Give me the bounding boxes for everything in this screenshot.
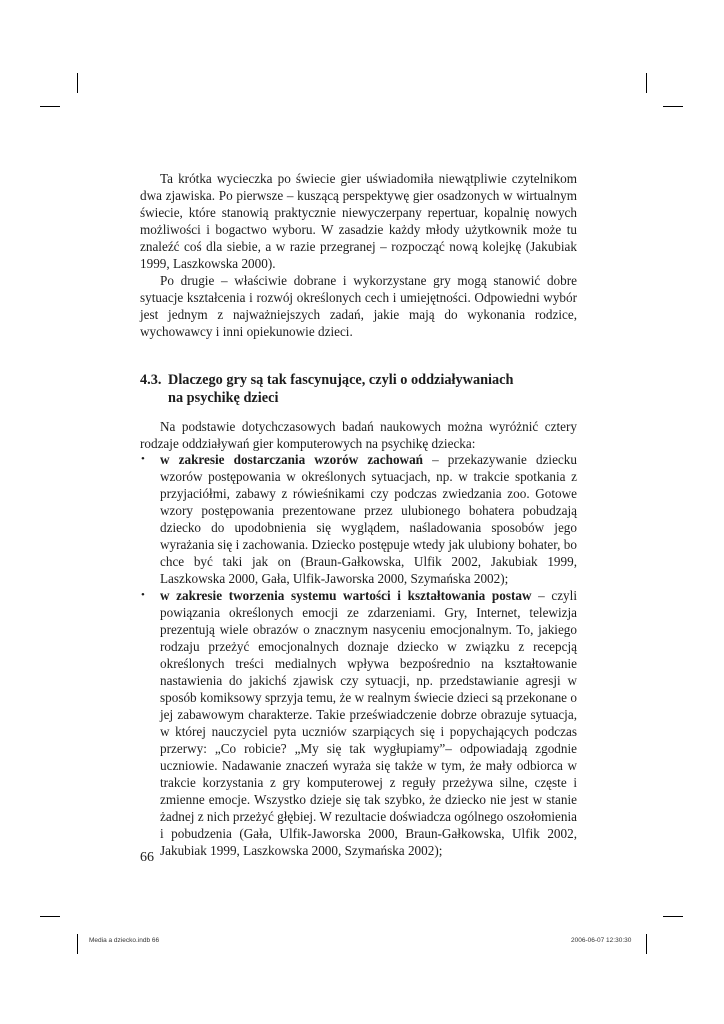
paragraph: Na podstawie dotychczasowych badań naukowych można wyróżnić cztery rodzaje oddziaływań gier komputerowych na psychikę dziecka: xyxy=(140,419,577,451)
footer-timestamp: 2006-06-07 12:30:30 xyxy=(571,937,632,944)
section-heading xyxy=(140,371,577,407)
list-item xyxy=(140,451,577,587)
crop-mark xyxy=(663,106,683,107)
crop-mark xyxy=(646,934,647,954)
crop-mark xyxy=(77,934,78,954)
bullet-list xyxy=(140,451,577,859)
section-number: 4.3. xyxy=(140,372,162,388)
footer-file-info: Media a dziecko.indb 66 xyxy=(89,937,160,944)
crop-mark xyxy=(77,73,78,93)
section-title-line1: Dlaczego gry są tak fascynujące, czyli o oddziaływaniach xyxy=(168,372,514,388)
body-text xyxy=(140,170,577,340)
paragraph: Po drugie – właściwie dobrane i wykorzystane gry mogą stanowić dobre sytuacje kształcenia i rozwój określonych cech i umiejętności. Odpowiedni wybór jest jednym z najważniejszych zadań, jakie mają do wykonania rodzice, wychowawcy i inni opiekunowie dzieci. xyxy=(140,273,577,339)
crop-mark xyxy=(646,73,647,93)
bullet-heading: w zakresie tworzenia systemu wartości i kształtowania postaw xyxy=(160,588,532,603)
page-number: 66 xyxy=(140,850,154,865)
paragraph: Ta krótka wycieczka po świecie gier uświadomiła niewątpliwie czytelnikom dwa zjawiska. Po pierwsze – kuszącą perspektywę gier osadzonych w wirtualnym świecie, które stanowią praktycznie niewyczerpany repertuar, kopalnię nowych możliwości i bogactwo wyboru. W zasadzie każdy młody użytkownik może tu znaleźć coś dla siebie, a w razie przegranej – rozpocząć nową kolejkę (Jakubiak 1999, Laszkowska 2000). xyxy=(140,171,577,271)
intro-text xyxy=(140,418,577,452)
crop-mark xyxy=(40,106,60,107)
list-item xyxy=(140,587,577,859)
section-title-line2: na psychikę dzieci xyxy=(168,390,279,406)
bullet-text: – czyli powiązania określonych emocji ze zdarzeniami. Gry, Internet, telewizja prezentują wiele obrazów o znacznym nasyceniu emocjonalnym. To, jakiego rodzaju przeżyć emocjonalnych doznaje dziecko w związku z recepcją określonych treści medialnych wpływa bezpośrednio na kształtowanie nastawienia do jakichś zjawisk czy sytuacji, np. przedstawianie agresji w sposób komiksowy sprzyja temu, że w realnym świecie dzieci są przekonane o jej zabawowym charakterze. Takie przeświadczenie dobrze obrazuje sytuacja, w której nauczyciel pyta uczniów szarpiących się i popychających podczas przerwy: „Co robicie? „My się tak wygłupiamy”– odpowiadają zgodnie uczniowie. Nadawanie znaczeń wyraża się także w tym, że mały odbiorca w trakcie korzystania z gry komputerowej z reguły przeżywa silne, częste i zmienne emocje. Wszystko dzieje się tak szybko, że dziecko nie jest w stanie żadnej z nich przeżyć głębiej. W rezultacie doświadcza ogólnego oszołomienia i pobudzenia (Gała, Ulfik-Jaworska 2000, Braun-Gałkowska, Ulfik 2002, Jakubiak 1999, Laszkowska 2000, Szymańska 2002); xyxy=(160,588,577,858)
crop-mark xyxy=(663,916,683,917)
bullet-text: – przekazywanie dziecku wzorów postępowania w określonych sytuacjach, np. w trakcie spotkania z przyjaciółmi, zabawy z rówieśnikami czy podczas zwiedzania zoo. Gotowe wzory postępowania prezentowane przez ulubionego bohatera pobudzają dziecko do upodobnienia się wyglądem, naśladowania sposobów jego wyrażania się i zachowania. Dziecko postępuje wtedy jak ulubiony bohater, bo chce być taki jak on (Braun-Gałkowska, Ulfik 2002, Jakubiak 1999, Laszkowska 2000, Gała, Ulfik-Jaworska 2000, Szymańska 2002); xyxy=(160,452,577,586)
bullet-icon: • xyxy=(141,589,145,601)
bullet-icon: • xyxy=(141,453,145,465)
crop-mark xyxy=(40,916,60,917)
bullet-heading: w zakresie dostarczania wzorów zachowań xyxy=(160,452,423,467)
